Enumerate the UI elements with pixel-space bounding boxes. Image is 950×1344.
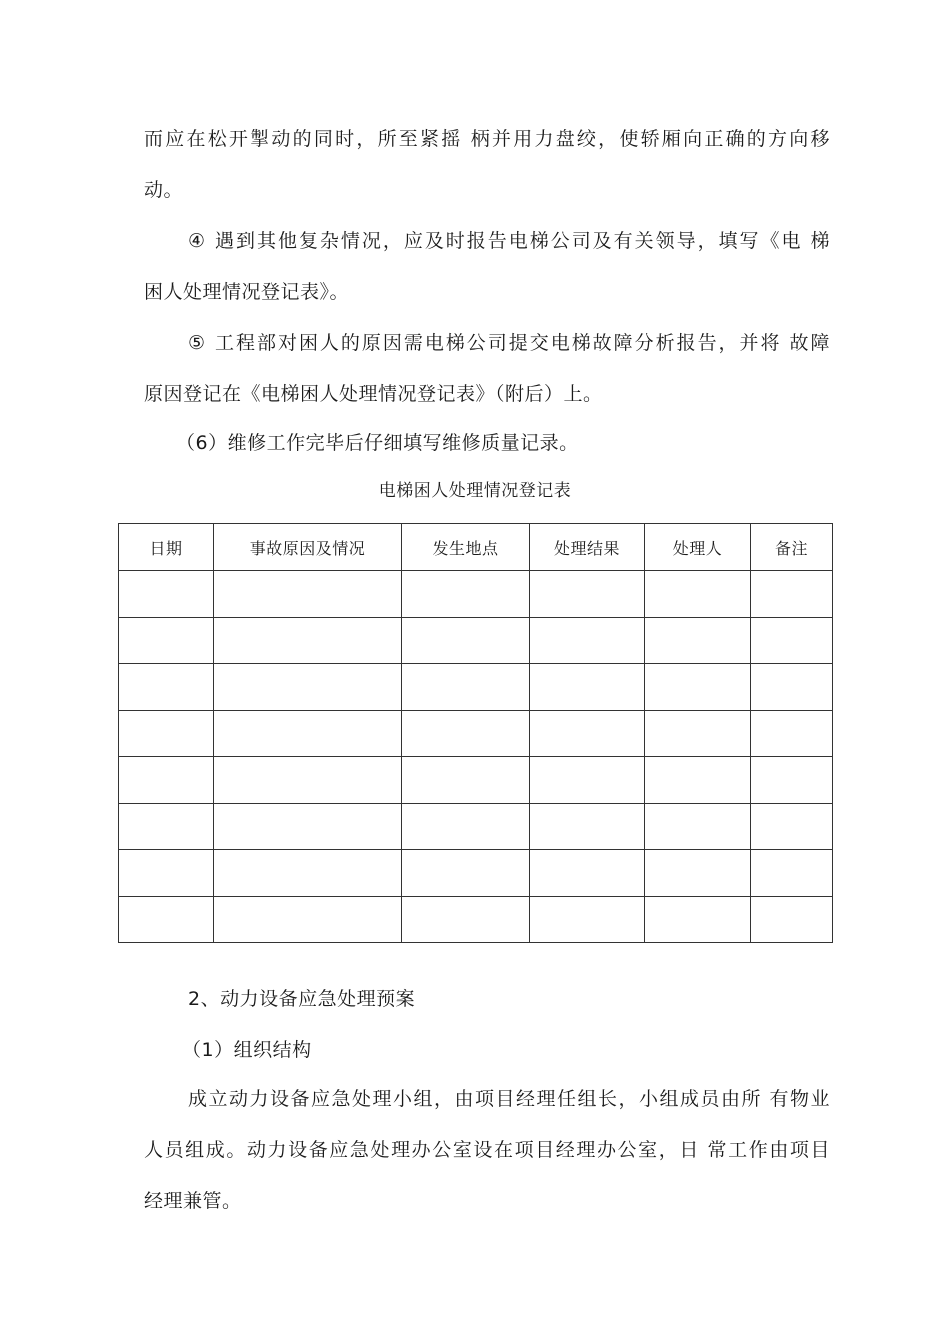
table-cell bbox=[530, 664, 645, 711]
elevator-entrapment-register-table bbox=[118, 523, 833, 943]
section-2-body-line-1: 成立动力设备应急处理小组，由项目经理任组长，小组成员由所 有物业 bbox=[188, 1088, 830, 1110]
paragraph-4: （6）维修工作完毕后仔细填写维修质量记录。 bbox=[176, 432, 579, 454]
table-cell bbox=[402, 664, 530, 711]
table-cell bbox=[214, 850, 402, 897]
table-cell bbox=[645, 617, 751, 664]
table-cell bbox=[645, 664, 751, 711]
section-2-body-line-2: 人员组成。动力设备应急处理办公室设在项目经理办公室，日 常工作由项目 bbox=[144, 1139, 830, 1161]
table-cell bbox=[751, 664, 833, 711]
table-cell bbox=[530, 617, 645, 664]
section-2-subheading: （1）组织结构 bbox=[182, 1039, 312, 1061]
table-cell bbox=[119, 617, 214, 664]
table-cell bbox=[645, 803, 751, 850]
table-cell bbox=[402, 850, 530, 897]
table-cell bbox=[751, 803, 833, 850]
table-cell bbox=[119, 850, 214, 897]
section-2-body-line-3: 经理兼管。 bbox=[144, 1190, 242, 1212]
table-cell bbox=[645, 710, 751, 757]
table-cell bbox=[214, 571, 402, 618]
table-cell bbox=[214, 896, 402, 943]
table-cell bbox=[119, 571, 214, 618]
table-cell bbox=[214, 664, 402, 711]
table-cell bbox=[214, 710, 402, 757]
table-cell bbox=[530, 757, 645, 804]
paragraph-3-line-2: 原因登记在《电梯困人处理情况登记表》（附后）上。 bbox=[144, 383, 603, 405]
header-cause: 事故原因及情况 bbox=[214, 524, 402, 571]
paragraph-2-line-2: 困人处理情况登记表》。 bbox=[144, 281, 350, 303]
table-cell bbox=[751, 710, 833, 757]
table-header-row bbox=[119, 524, 833, 571]
table-title: 电梯困人处理情况登记表 bbox=[378, 481, 572, 501]
table-cell bbox=[751, 850, 833, 897]
table-cell bbox=[214, 757, 402, 804]
table-cell bbox=[402, 571, 530, 618]
header-handler: 处理人 bbox=[645, 524, 751, 571]
table-cell bbox=[751, 757, 833, 804]
paragraph-1-line-1: 而应在松开掣动的同时，所至紧摇 柄并用力盘绞，使轿厢向正确的方向移 bbox=[144, 128, 830, 150]
table-cell bbox=[645, 896, 751, 943]
paragraph-1-line-2: 动。 bbox=[144, 179, 184, 201]
table-cell bbox=[645, 571, 751, 618]
table-cell bbox=[119, 896, 214, 943]
table-cell bbox=[402, 803, 530, 850]
table-cell bbox=[402, 710, 530, 757]
table-cell bbox=[402, 757, 530, 804]
table-cell bbox=[530, 710, 645, 757]
table-cell bbox=[214, 803, 402, 850]
header-date: 日期 bbox=[119, 524, 214, 571]
table-cell bbox=[645, 757, 751, 804]
table-row bbox=[119, 571, 833, 618]
table-cell bbox=[751, 617, 833, 664]
header-result: 处理结果 bbox=[530, 524, 645, 571]
table-cell bbox=[119, 710, 214, 757]
table-cell bbox=[530, 896, 645, 943]
table-row bbox=[119, 757, 833, 804]
table-cell bbox=[402, 617, 530, 664]
table-cell bbox=[119, 664, 214, 711]
table-row bbox=[119, 803, 833, 850]
table-cell bbox=[530, 803, 645, 850]
table-cell bbox=[214, 617, 402, 664]
table-cell bbox=[751, 571, 833, 618]
table-cell bbox=[751, 896, 833, 943]
table-cell bbox=[119, 757, 214, 804]
header-location: 发生地点 bbox=[402, 524, 530, 571]
table-row bbox=[119, 617, 833, 664]
table-row bbox=[119, 896, 833, 943]
table-cell bbox=[530, 850, 645, 897]
table-cell bbox=[402, 896, 530, 943]
table-cell bbox=[645, 850, 751, 897]
paragraph-2-line-1: ④ 遇到其他复杂情况，应及时报告电梯公司及有关领导，填写《电 梯 bbox=[188, 230, 830, 252]
table-row bbox=[119, 664, 833, 711]
table-row bbox=[119, 710, 833, 757]
table-cell bbox=[119, 803, 214, 850]
paragraph-3-line-1: ⑤ 工程部对困人的原因需电梯公司提交电梯故障分析报告，并将 故障 bbox=[188, 332, 830, 354]
table-cell bbox=[530, 571, 645, 618]
header-remarks: 备注 bbox=[751, 524, 833, 571]
table-row bbox=[119, 850, 833, 897]
section-2-heading: 2、动力设备应急处理预案 bbox=[188, 988, 416, 1010]
